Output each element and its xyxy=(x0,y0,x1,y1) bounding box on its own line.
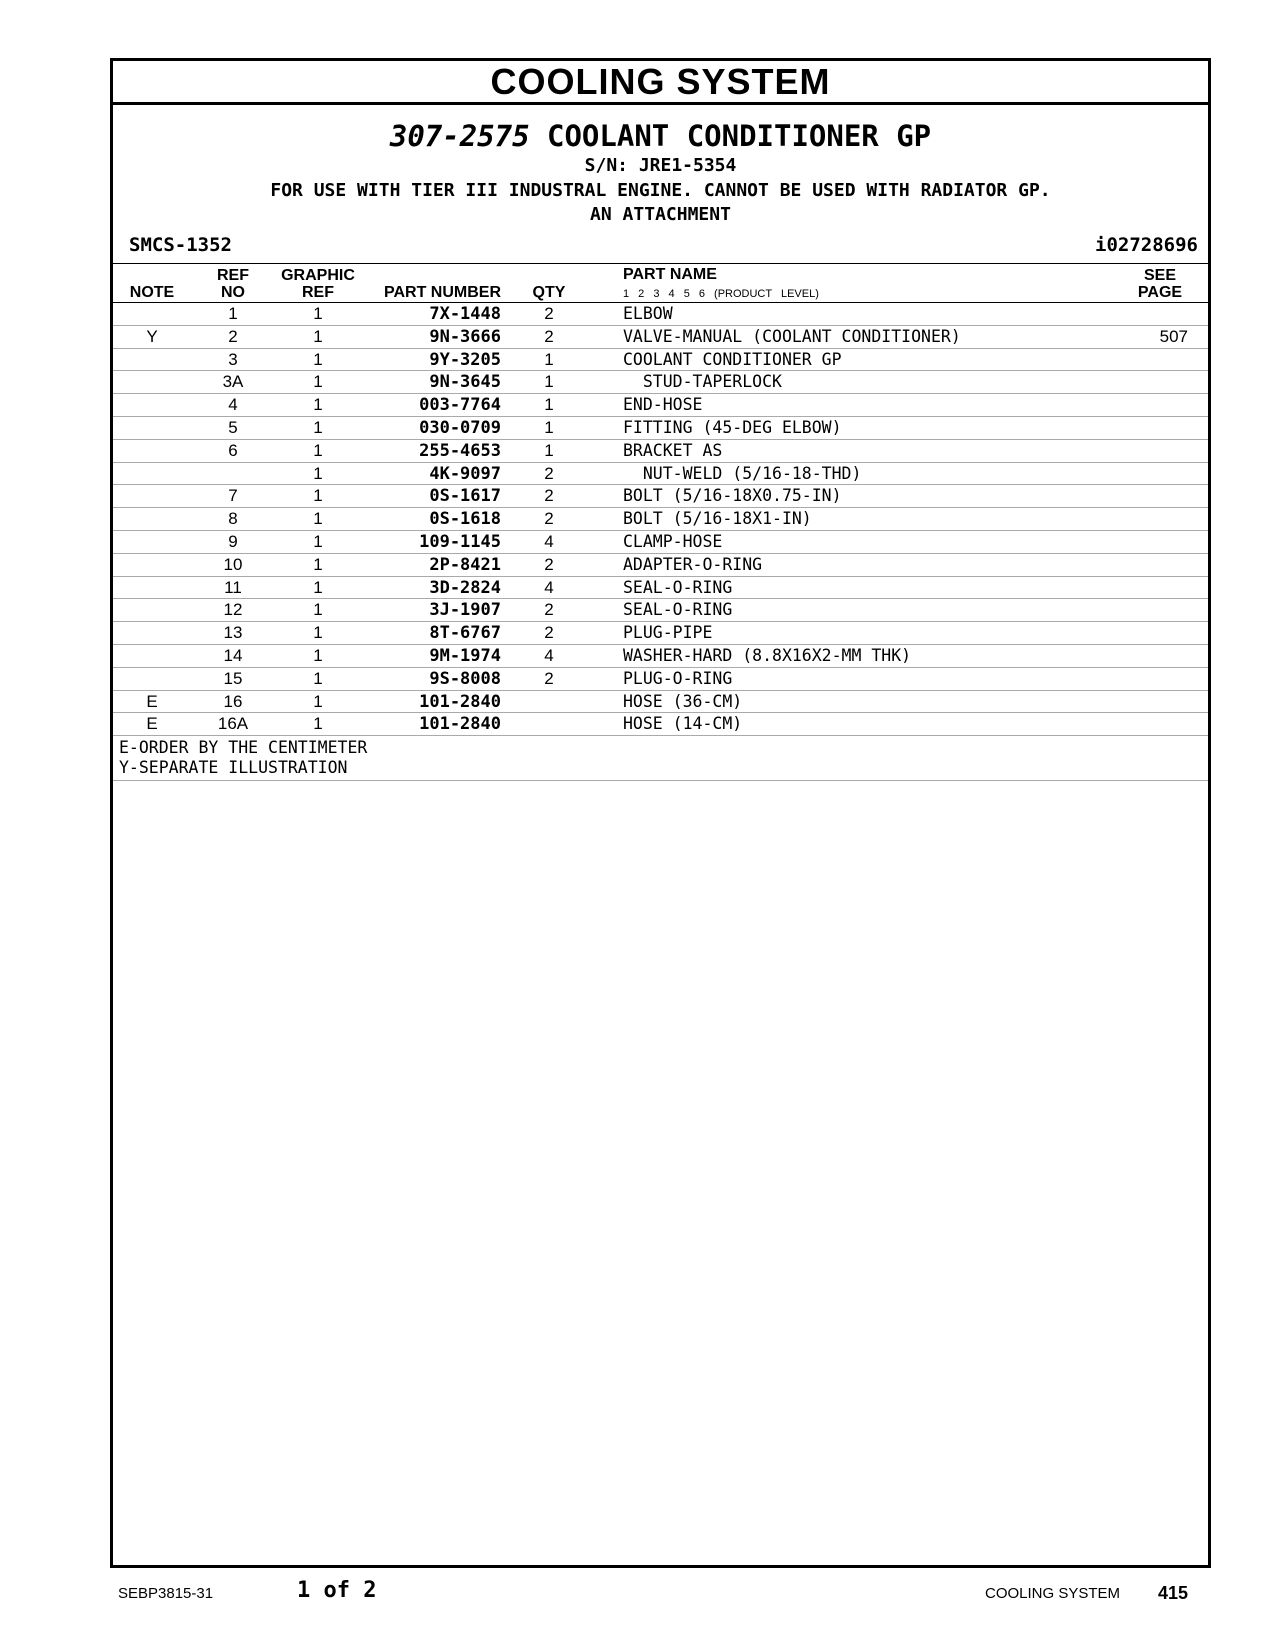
row-qty: 2 xyxy=(544,668,554,688)
row-ref-no: 14 xyxy=(223,645,243,665)
row-part-name: ELBOW xyxy=(623,304,673,323)
row-qty: 2 xyxy=(544,463,554,483)
row-graphic-ref: 1 xyxy=(313,645,323,665)
row-qty: 4 xyxy=(544,645,554,665)
table-header xyxy=(113,263,1208,303)
row-part-number: 3J-1907 xyxy=(429,600,501,621)
document-id: i02728696 xyxy=(1095,234,1198,256)
row-part-number: 2P-8421 xyxy=(429,554,501,575)
header-ref-1: REF xyxy=(217,267,249,284)
row-ref-no: 2 xyxy=(228,326,238,346)
row-ref-no: 16A xyxy=(217,714,249,734)
row-qty: 2 xyxy=(544,304,554,323)
row-ref-no: 15 xyxy=(223,668,243,688)
row-qty: 2 xyxy=(544,554,554,574)
table-row xyxy=(113,599,1208,622)
row-part-number: 030-0709 xyxy=(419,417,501,438)
row-graphic-ref: 1 xyxy=(313,326,323,346)
row-qty: 2 xyxy=(544,623,554,643)
table-row xyxy=(113,577,1208,600)
notes-legend xyxy=(113,736,1208,781)
row-ref-no: 16 xyxy=(223,691,243,711)
row-part-number: 7X-1448 xyxy=(429,304,501,324)
page-footer xyxy=(0,1578,1275,1608)
row-part-number: 109-1145 xyxy=(419,531,501,552)
table-row xyxy=(113,303,1208,326)
row-graphic-ref: 1 xyxy=(313,714,323,734)
row-graphic-ref: 1 xyxy=(313,577,323,597)
row-part-name: HOSE (36-CM) xyxy=(623,691,743,711)
row-ref-no: 7 xyxy=(228,486,238,506)
row-part-number: 0S-1618 xyxy=(429,509,501,530)
row-part-name: BRACKET AS xyxy=(623,440,723,460)
table-row xyxy=(113,713,1208,736)
serial-number: S/N: JRE1-5354 xyxy=(584,155,737,176)
row-part-name: SEAL-O-RING xyxy=(623,577,733,597)
row-part-name: SEAL-O-RING xyxy=(623,600,733,620)
row-qty: 1 xyxy=(544,395,554,415)
row-ref-no: 12 xyxy=(223,600,243,620)
table-row xyxy=(113,394,1208,417)
group-name: COOLANT CONDITIONER GP xyxy=(547,119,932,153)
row-part-name: BOLT (5/16-18X1-IN) xyxy=(623,509,812,529)
row-part-name: NUT-WELD (5/16-18-THD) xyxy=(623,463,862,483)
row-part-number: 9N-3645 xyxy=(429,372,501,393)
row-part-number: 4K-9097 xyxy=(429,463,501,484)
row-note: Y xyxy=(146,326,158,346)
note-e: E-ORDER BY THE CENTIMETER xyxy=(119,738,368,758)
table-row xyxy=(113,485,1208,508)
header-ref-2: NO xyxy=(221,284,245,301)
parts-table xyxy=(113,303,1208,781)
row-ref-no: 3 xyxy=(228,349,238,369)
row-graphic-ref: 1 xyxy=(313,691,323,711)
note-y: Y-SEPARATE ILLUSTRATION xyxy=(119,758,348,778)
row-ref-no: 10 xyxy=(223,554,243,574)
row-graphic-ref: 1 xyxy=(313,440,323,460)
header-part-name: PART NAME xyxy=(623,266,717,283)
row-qty: 2 xyxy=(544,486,554,506)
footer-section: COOLING SYSTEM xyxy=(985,1585,1121,1602)
row-ref-no: 8 xyxy=(228,509,238,529)
row-part-name: WASHER-HARD (8.8X16X2-MM THK) xyxy=(623,645,912,665)
table-row xyxy=(113,326,1208,349)
header-see-2: PAGE xyxy=(1137,284,1183,301)
row-graphic-ref: 1 xyxy=(313,417,323,437)
row-ref-no: 9 xyxy=(228,531,238,551)
row-graphic-ref: 1 xyxy=(313,349,323,369)
header-graphic-1: GRAPHIC xyxy=(281,267,355,284)
section-banner: COOLING SYSTEM xyxy=(113,61,1208,105)
row-graphic-ref: 1 xyxy=(313,600,323,620)
row-part-name: CLAMP-HOSE xyxy=(623,531,723,551)
row-ref-no: 6 xyxy=(228,440,238,460)
row-ref-no: 3A xyxy=(222,372,244,392)
header-graphic-2: REF xyxy=(302,284,334,301)
row-ref-no: 4 xyxy=(228,395,238,415)
header-product-levels: 1 2 3 4 5 6 (PRODUCT LEVEL) xyxy=(623,288,819,300)
row-part-name: ADAPTER-O-RING xyxy=(623,554,763,574)
footer-doc-number: SEBP3815-31 xyxy=(118,1585,214,1602)
row-part-name: END-HOSE xyxy=(623,395,703,415)
row-graphic-ref: 1 xyxy=(313,668,323,688)
row-graphic-ref: 1 xyxy=(313,395,323,415)
row-graphic-ref: 1 xyxy=(313,509,323,529)
attachment-label: AN ATTACHMENT xyxy=(590,204,731,225)
row-qty: 2 xyxy=(544,600,554,620)
table-row xyxy=(113,371,1208,394)
row-part-number: 9Y-3205 xyxy=(429,349,501,370)
header-note: NOTE xyxy=(129,284,175,301)
row-ref-no: 13 xyxy=(223,623,243,643)
row-ref-no: 11 xyxy=(224,577,242,597)
row-part-name: PLUG-PIPE xyxy=(623,623,713,643)
row-see-page: 507 xyxy=(1159,326,1188,346)
row-qty: 1 xyxy=(544,417,554,437)
smcs-code: SMCS-1352 xyxy=(129,234,232,256)
table-row xyxy=(113,349,1208,372)
row-qty: 4 xyxy=(544,577,554,597)
row-qty: 1 xyxy=(544,372,554,392)
row-part-number: 101-2840 xyxy=(419,714,501,735)
row-part-number: 255-4653 xyxy=(419,440,501,461)
row-part-name: FITTING (45-DEG ELBOW) xyxy=(623,417,842,437)
row-part-number: 003-7764 xyxy=(419,395,501,416)
footer-page-number: 415 xyxy=(1158,1583,1189,1603)
row-graphic-ref: 1 xyxy=(313,486,323,506)
row-part-number: 8T-6767 xyxy=(429,623,501,644)
table-row xyxy=(113,463,1208,486)
row-ref-no: 5 xyxy=(228,417,238,437)
row-graphic-ref: 1 xyxy=(313,304,323,323)
row-part-number: 3D-2824 xyxy=(429,577,501,598)
group-number: 307-2575 xyxy=(389,119,530,153)
row-qty: 2 xyxy=(544,326,554,346)
row-part-number: 9M-1974 xyxy=(429,645,501,666)
table-row xyxy=(113,668,1208,691)
row-part-number: 0S-1617 xyxy=(429,486,501,507)
usage-note: FOR USE WITH TIER III INDUSTRAL ENGINE. CANNOT BE USED WITH RADIATOR GP. xyxy=(270,180,1051,201)
row-part-name: BOLT (5/16-18X0.75-IN) xyxy=(623,486,842,506)
row-graphic-ref: 1 xyxy=(313,372,323,392)
header-qty: QTY xyxy=(532,284,566,301)
table-row xyxy=(113,440,1208,463)
row-qty: 4 xyxy=(544,531,554,551)
row-qty: 1 xyxy=(544,440,554,460)
table-row xyxy=(113,508,1208,531)
row-part-name: HOSE (14-CM) xyxy=(623,714,743,734)
footer-page-of: 1 of 2 xyxy=(297,1578,377,1603)
row-qty: 2 xyxy=(544,509,554,529)
row-part-number: 101-2840 xyxy=(419,691,501,712)
row-ref-no: 1 xyxy=(228,304,238,323)
row-part-name: VALVE-MANUAL (COOLANT CONDITIONER) xyxy=(623,326,961,346)
row-part-name: PLUG-O-RING xyxy=(623,668,733,688)
row-graphic-ref: 1 xyxy=(313,554,323,574)
row-note: E xyxy=(146,714,158,734)
row-part-number: 9S-8008 xyxy=(429,668,501,689)
row-qty: 1 xyxy=(544,349,554,369)
table-row xyxy=(113,645,1208,668)
table-row xyxy=(113,417,1208,440)
table-row xyxy=(113,691,1208,714)
header-see-1: SEE xyxy=(1143,267,1176,284)
table-row xyxy=(113,554,1208,577)
row-part-name: STUD-TAPERLOCK xyxy=(623,372,782,392)
row-graphic-ref: 1 xyxy=(313,463,323,483)
page-frame xyxy=(110,58,1211,1568)
table-row xyxy=(113,622,1208,645)
row-note: E xyxy=(146,691,158,711)
row-graphic-ref: 1 xyxy=(313,531,323,551)
row-graphic-ref: 1 xyxy=(313,623,323,643)
row-part-name: COOLANT CONDITIONER GP xyxy=(623,349,842,369)
group-title xyxy=(113,119,1208,153)
header-part-number: PART NUMBER xyxy=(383,284,501,301)
row-part-number: 9N-3666 xyxy=(429,326,501,347)
table-row xyxy=(113,531,1208,554)
